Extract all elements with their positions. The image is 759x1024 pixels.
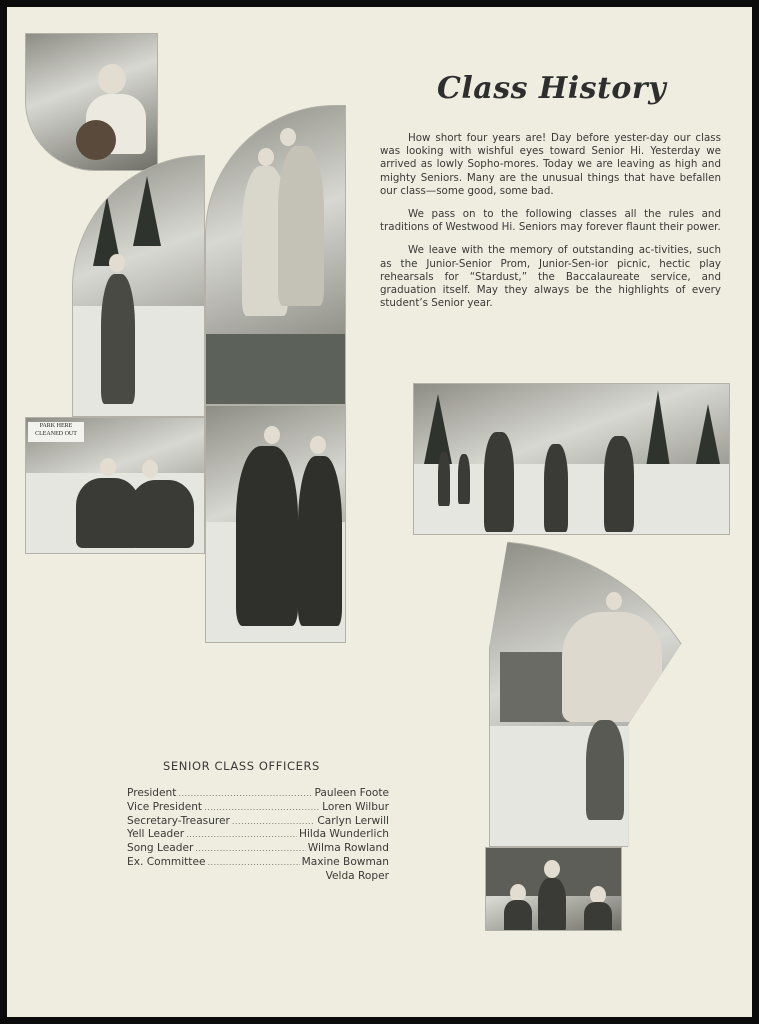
senior-class-officers: [127, 759, 389, 884]
leader-dots: [178, 787, 312, 801]
yearbook-page: [7, 7, 752, 1017]
photo-girl-at-fence: [489, 541, 721, 847]
officer-row: [127, 801, 389, 815]
leader-dots: [204, 801, 320, 815]
photo-girl-in-snow: [72, 155, 205, 417]
officer-name: Maxine Bowman: [301, 855, 389, 868]
photo-group-by-cabin: [485, 847, 622, 931]
history-paragraph: We pass on to the following classes all the rules and traditions of Westwood Hi. Seniors may forever flaunt their power.: [380, 208, 721, 234]
officers-heading: SENIOR CLASS OFFICERS: [163, 759, 320, 773]
photo-girl-with-dog: [25, 33, 158, 171]
photo-two-girls-hugging: [205, 105, 346, 405]
leader-dots: [232, 815, 315, 829]
officer-name: Hilda Wunderlich: [299, 828, 389, 841]
page-title: Class History: [437, 71, 667, 106]
leader-dots: [208, 856, 300, 870]
photo-skiers: [413, 383, 730, 535]
officer-row: [127, 870, 389, 884]
officer-name: Loren Wilbur: [322, 800, 389, 813]
officer-name: Carlyn Lerwill: [317, 814, 389, 827]
officer-row: [127, 856, 389, 870]
officer-row: [127, 842, 389, 856]
officer-role: Secretary-Treasurer: [127, 814, 230, 827]
officer-role: Ex. Committee: [127, 855, 206, 868]
park-sign: PARK HERE CLEANED OUT: [28, 422, 84, 442]
class-history-text: [380, 132, 721, 320]
history-paragraph: How short four years are! Day before yester-day our class was looking with wishful eyes toward Senior Hi. Yesterday we arrived as lowly Sopho-mores. Today we are leaving as high and mighty Seniors. Many are the unusual things that have befallen our class—some good, some bad.: [380, 132, 721, 197]
leader-dots: [186, 828, 297, 842]
leader-dots: [195, 842, 305, 856]
officer-role: President: [127, 787, 177, 799]
officer-name: Wilma Rowland: [307, 842, 389, 855]
history-paragraph: We leave with the memory of outstanding ac-tivities, such as the Junior-Senior Prom, Junior-Sen-ior picnic, hectic play rehearsals for “Stardust,” the Baccalaureate service, and graduation itself. May they always be the highlights of every student’s Senior year.: [380, 244, 721, 310]
officer-row: [127, 828, 389, 842]
officer-role: Yell Leader: [127, 828, 185, 841]
photo-two-skaters: [205, 405, 346, 643]
officer-role: Vice President: [127, 800, 203, 813]
officer-role: Song Leader: [127, 842, 194, 855]
officer-name: Pauleen Foote: [314, 787, 389, 799]
photo-two-boys-sitting: [25, 417, 205, 554]
officer-row: [127, 787, 389, 801]
leader-dots: [129, 870, 324, 884]
officer-name: Velda Roper: [325, 869, 389, 882]
officer-row: [127, 815, 389, 829]
